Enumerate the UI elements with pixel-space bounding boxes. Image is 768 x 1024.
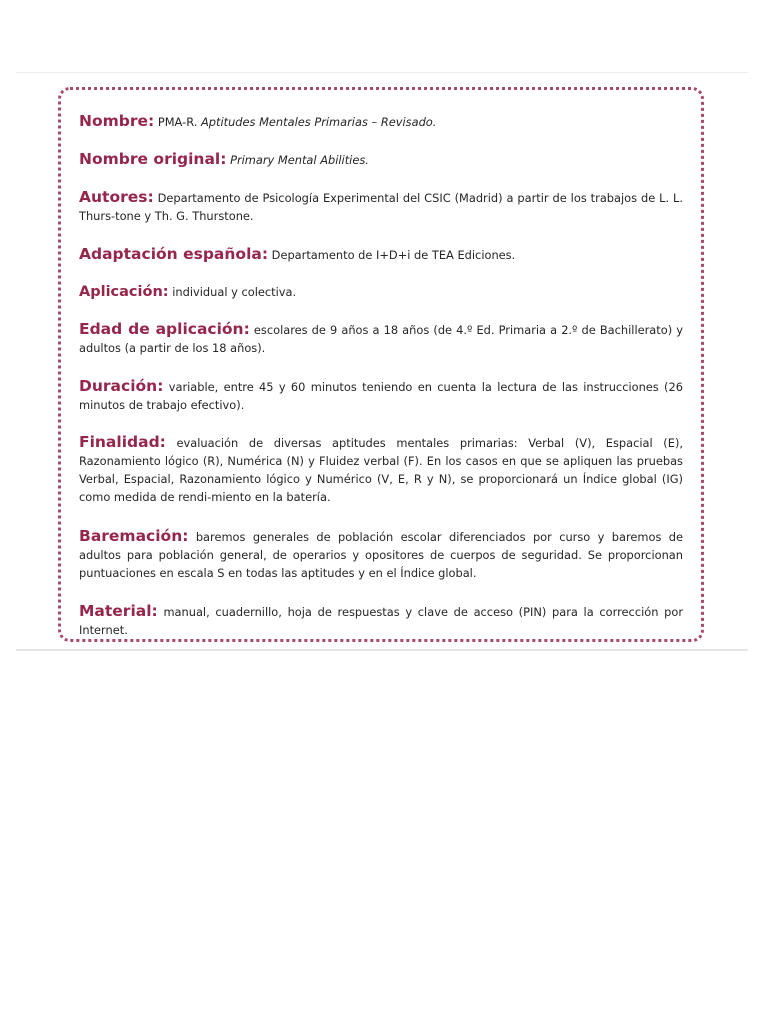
field-label: Finalidad: (79, 433, 166, 451)
field-value: variable, entre 45 y 60 minutos teniendo en cuenta la lectura de las instrucciones (26 minutos de trabajo efectivo). (79, 380, 683, 412)
field-label: Nombre: (79, 112, 155, 130)
field-label: Aplicación: (79, 284, 169, 300)
field-baremacion (79, 527, 683, 582)
field-value: manual, cuadernillo, hoja de respuestas y clave de acceso (PIN) para la corrección por Internet. (79, 605, 684, 637)
field-value: PMA-R. (157, 115, 201, 129)
field-label: Edad de aplicación: (79, 320, 250, 338)
field-value-italic: Primary Mental Abilities. (230, 153, 369, 167)
field-edad (79, 320, 683, 357)
field-value: Departamento de Psicología Experimental del CSIC (Madrid) a partir de los trabajos de L. L. Thurs-tone y Th. G. Thurstone. (79, 191, 683, 223)
field-value-italic: Aptitudes Mentales Primarias – Revisado. (200, 115, 437, 129)
field-material (79, 602, 683, 639)
field-value: Departamento de I+D+i de TEA Ediciones. (271, 248, 516, 262)
field-label: Autores: (79, 188, 154, 206)
field-label: Material: (79, 602, 158, 620)
field-autores (79, 188, 683, 225)
test-info-card (58, 87, 704, 642)
field-value: individual y colectiva. (172, 285, 297, 299)
field-label: Nombre original: (79, 150, 227, 168)
field-label: Adaptación española: (79, 245, 269, 263)
field-adaptacion (79, 245, 683, 264)
field-label: Baremación: (79, 527, 189, 545)
field-value: escolares de 9 años a 18 años (de 4.º Ed. Primaria a 2.º de Bachillerato) y adultos (a partir de los 18 años). (79, 323, 683, 355)
field-value: evaluación de diversas aptitudes mentales primarias: Verbal (V), Espacial (E), Razonamiento lógico (R), Numérica (N) y Fluidez verbal (F). En los casos en que se apliquen las pruebas Verbal, Espacial, Razonamiento lógico y Numérico (V, E, R y N), se proporcionará un Índice global (IG) como medida de rendi-miento en la batería. (79, 436, 684, 504)
field-nombre (79, 112, 683, 131)
field-nombre-original (79, 150, 683, 169)
field-label: Duración: (79, 377, 164, 395)
field-aplicacion (79, 283, 683, 301)
field-value: baremos generales de población escolar diferenciados por curso y baremos de adultos para población general, de operarios y opositores de cuerpos de seguridad. Se proporcionan puntuaciones en escala S en todas las aptitudes y en el Índice global. (79, 530, 684, 580)
field-duracion (79, 377, 683, 414)
field-finalidad (79, 433, 683, 506)
